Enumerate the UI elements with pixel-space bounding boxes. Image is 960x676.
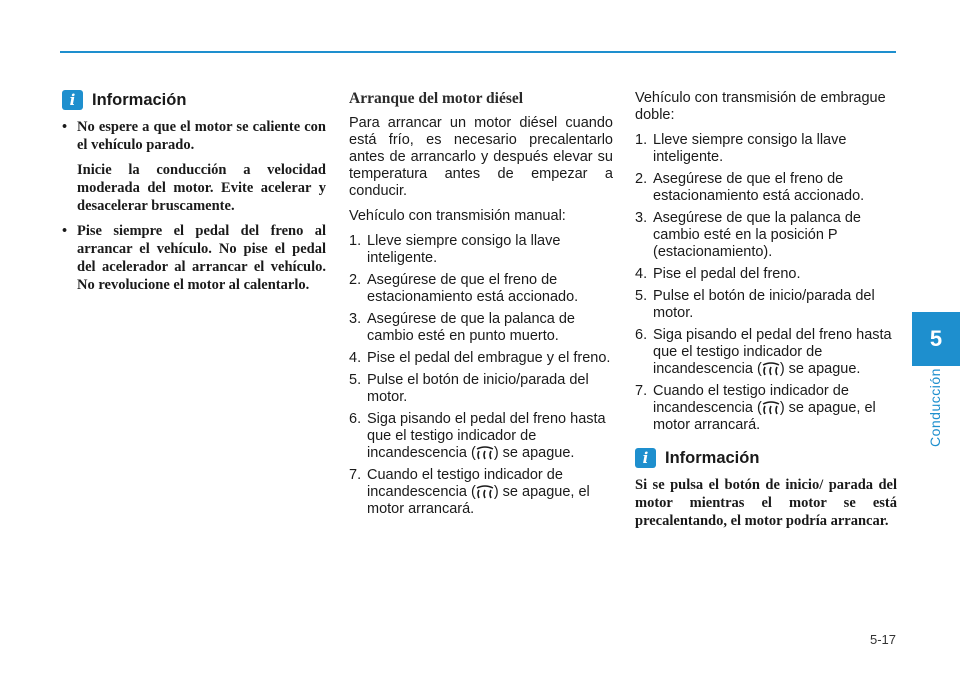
- step-text: ) se apague.: [779, 361, 861, 377]
- info-paragraph: • No espere a que el motor se caliente con el vehículo parado.: [77, 119, 326, 153]
- step-item: [349, 467, 613, 518]
- glow-plug-indicator-icon: [476, 446, 494, 460]
- chapter-name: Conducción: [927, 368, 943, 447]
- section-title: Arranque del motor diésel: [349, 90, 524, 107]
- step-item: [635, 210, 897, 261]
- page-number: 5-17: [870, 632, 897, 647]
- dual-clutch-section: [635, 90, 897, 530]
- info-box-title: Información: [665, 448, 760, 467]
- manual-steps: [349, 233, 613, 518]
- step-text: Pulse el botón de inicio/parada del motor.: [367, 372, 589, 405]
- step-number: 4.: [635, 266, 648, 282]
- step-text: ) se apague, el motor arrancará.: [653, 400, 876, 433]
- manual-heading: Vehículo con transmisión manual:: [349, 208, 566, 224]
- step-item: [635, 327, 897, 378]
- dual-clutch-steps: [635, 132, 897, 434]
- info-icon: i: [635, 448, 656, 468]
- step-item: [349, 411, 613, 462]
- step-item: [635, 383, 897, 434]
- info-bullet: [62, 118, 326, 215]
- step-number: 3.: [349, 311, 362, 327]
- step-text: ) se apague, el motor arrancará.: [367, 484, 590, 517]
- step-text: Siga pisando el pedal del freno hasta que el testigo indicador de incandescencia (: [367, 411, 606, 461]
- step-text: Pise el pedal del embrague y el freno.: [367, 350, 611, 366]
- step-number: 7.: [635, 383, 648, 399]
- step-text: Asegúrese de que la palanca de cambio esté en punto muerto.: [367, 311, 575, 344]
- step-text: Cuando el testigo indicador de incandescencia (: [367, 467, 563, 500]
- glow-plug-indicator-icon: [762, 362, 780, 376]
- step-number: 2.: [635, 171, 648, 187]
- step-number: 5.: [635, 288, 648, 304]
- header-rule: [60, 51, 896, 53]
- step-number: 1.: [349, 233, 362, 249]
- info-bullet-list: [62, 118, 326, 294]
- step-text: Asegúrese de que la palanca de cambio esté en la posición P (estacionamiento).: [653, 210, 861, 260]
- step-item: [635, 171, 897, 205]
- glow-plug-indicator-icon: [476, 485, 494, 499]
- dual-clutch-heading: Vehículo con transmisión de embrague doble:: [635, 90, 886, 123]
- step-item: [635, 266, 897, 283]
- step-text: Cuando el testigo indicador de incandescencia (: [653, 383, 849, 416]
- step-number: 7.: [349, 467, 362, 483]
- step-text: Lleve siempre consigo la llave inteligente.: [653, 132, 847, 165]
- glow-plug-indicator-icon: [762, 401, 780, 415]
- info-paragraph: Inicie la conducción a velocidad moderada del motor. Evite acelerar y desacelerar bruscamente.: [77, 162, 326, 214]
- step-number: 2.: [349, 272, 362, 288]
- step-item: [349, 233, 613, 267]
- step-text: Asegúrese de que el freno de estacionamiento está accionado.: [367, 272, 579, 305]
- info-box-1: [62, 90, 326, 301]
- step-item: [349, 372, 613, 406]
- step-item: [635, 288, 897, 322]
- step-item: [349, 272, 613, 306]
- info-box-2: [635, 448, 897, 530]
- step-text: Pulse el botón de inicio/parada del motor.: [653, 288, 875, 321]
- info-box-title: Información: [92, 90, 187, 109]
- step-text: Pise el pedal del freno.: [653, 266, 801, 282]
- step-item: [349, 311, 613, 345]
- step-number: 3.: [635, 210, 648, 226]
- step-text: Asegúrese de que el freno de estacionamiento está accionado.: [653, 171, 865, 204]
- step-item: [635, 132, 897, 166]
- chapter-tab: [912, 312, 960, 366]
- info-icon: i: [62, 90, 83, 110]
- section-intro: Para arrancar un motor diésel cuando está frío, es necesario precalentarlo antes de arrancarlo y después elevar su temperatura antes de empezar a conducir.: [349, 115, 613, 199]
- step-text: Siga pisando el pedal del freno hasta que el testigo indicador de incandescencia (: [653, 327, 892, 377]
- step-number: 6.: [635, 327, 648, 343]
- step-text: ) se apague.: [493, 445, 575, 461]
- step-text: Lleve siempre consigo la llave inteligente.: [367, 233, 561, 266]
- step-number: 6.: [349, 411, 362, 427]
- info-box-header: [62, 90, 326, 110]
- info-text: Si se pulsa el botón de inicio/ parada del motor mientras el motor se está precalentando, el motor podría arrancar.: [635, 477, 897, 529]
- diesel-start-section: [349, 90, 613, 523]
- chapter-number: 5: [929, 326, 943, 351]
- step-number: 4.: [349, 350, 362, 366]
- step-number: 1.: [635, 132, 648, 148]
- info-paragraph: • Pise siempre el pedal del freno al arrancar el vehículo. No pise el pedal del acelerador al arrancar el vehículo. No revolucione el motor al calentarlo.: [77, 223, 326, 293]
- info-bullet: [62, 222, 326, 294]
- step-item: [349, 350, 613, 367]
- info-box-header: [635, 448, 897, 468]
- step-number: 5.: [349, 372, 362, 388]
